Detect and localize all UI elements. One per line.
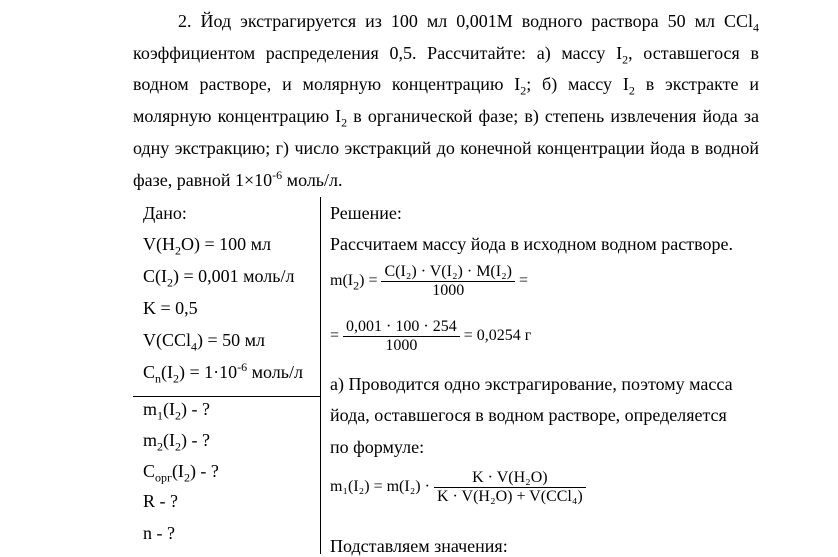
text: C(I	[143, 266, 167, 286]
subscript: 4	[753, 20, 759, 35]
given-title: Дано:	[143, 203, 187, 223]
subscript: 2	[628, 84, 635, 98]
text: (I	[163, 430, 176, 450]
find-m1	[143, 399, 210, 423]
solution-substitute: Подставляем значения:	[330, 536, 508, 556]
given-find-divider	[133, 396, 321, 397]
math-text: m(I	[330, 272, 354, 290]
equation-m1-formula	[330, 469, 586, 506]
numerator: C(I₂) · V(I₂) · M(I₂)	[381, 263, 515, 282]
text: ) = 0,001 моль/л	[173, 266, 295, 286]
subscript: 2	[175, 439, 182, 454]
fraction	[434, 469, 586, 506]
solution-title: Решение:	[330, 203, 402, 223]
subscript: 2	[167, 275, 173, 290]
subscript: орг	[155, 470, 172, 485]
math-text: = 0,0254 г	[463, 327, 532, 345]
subscript: 2	[520, 84, 527, 98]
given-volume-ccl4	[143, 330, 266, 354]
given-concentration	[143, 266, 295, 290]
text: (I	[171, 461, 184, 481]
problem-text-7: моль/л.	[282, 169, 343, 190]
text: ) - ?	[189, 461, 219, 481]
equation-mass-value	[330, 318, 531, 355]
subscript: 2	[157, 439, 164, 454]
find-r: R - ?	[143, 491, 178, 511]
problem-statement	[133, 6, 759, 196]
given-volume-water	[143, 234, 272, 258]
text: O) = 100 мл	[181, 234, 272, 254]
solution-intro: Рассчитаем массу йода в исходном водном растворе.	[330, 234, 733, 254]
math-text: m₁(I₂) = m(I₂) ·	[330, 478, 430, 496]
text: ) = 1·10	[179, 362, 238, 382]
text: V(H	[143, 234, 175, 254]
given-coefficient: K = 0,5	[143, 298, 198, 318]
solution-part-a-line2: йода, оставшегося в водном растворе, определяется	[330, 405, 727, 425]
text: (I	[161, 362, 174, 382]
subscript: 1	[157, 408, 164, 423]
find-n: n - ?	[143, 523, 175, 543]
find-m2	[143, 430, 210, 454]
given-final-concentration	[143, 360, 303, 386]
problem-text-6: в органической фазе; в) степень извлечения йода за одну экстракцию; г) число экстракций до конечной концентрации йода в водной фазе, равной 1×10	[133, 106, 759, 190]
problem-text-1: Йод экстрагируется из 100 мл 0,001М водного раствора 50 мл CCl	[200, 11, 753, 31]
text: ) - ?	[181, 399, 210, 419]
text: (I	[163, 399, 176, 419]
subscript: 2	[341, 115, 348, 130]
superscript: -6	[237, 360, 248, 374]
problem-text-4: ; б) массу I	[526, 74, 629, 95]
problem-text-2: коэффициентом распределения 0,5. Рассчитайте: а) массу I	[133, 42, 623, 63]
math-text: ) =	[359, 272, 378, 290]
problem-text	[133, 6, 759, 196]
subscript: 2	[173, 371, 180, 386]
problem-text-3: , оставшегося в водном растворе, и молярную концентрацию I	[133, 42, 759, 95]
equation-mass-initial	[330, 263, 528, 300]
text: m	[143, 399, 158, 419]
numerator: K · V(H₂O)	[434, 469, 586, 488]
subscript: 4	[191, 339, 198, 354]
text: ) - ?	[181, 430, 210, 450]
subscript: 2	[175, 243, 181, 258]
fraction	[381, 263, 515, 300]
fraction	[343, 318, 460, 355]
denominator: K · V(H₂O) + V(CCl₄)	[436, 488, 583, 505]
math-text: =	[330, 327, 340, 345]
solution-part-a-line3: по формуле:	[330, 437, 425, 457]
problem-number: 2.	[178, 11, 192, 31]
denominator: 1000	[432, 282, 465, 299]
math-text: =	[518, 272, 529, 290]
text: C	[143, 461, 156, 481]
numerator: 0,001 · 100 · 254	[343, 318, 460, 337]
subscript: 2	[175, 408, 182, 423]
text: V(CCl	[143, 330, 192, 350]
given-column	[133, 197, 321, 554]
text: моль/л	[247, 362, 303, 382]
text: C	[143, 362, 156, 382]
denominator: 1000	[385, 337, 418, 354]
solution-part-a-line1: а) Проводится одно экстрагирование, поэтому масса	[330, 374, 733, 394]
superscript: -6	[272, 167, 283, 182]
subscript: n	[155, 371, 162, 386]
subscript: 2	[183, 470, 190, 485]
problem-text-5: в экстракте и молярную концентрацию I	[133, 74, 759, 127]
text: m	[143, 430, 158, 450]
find-corg	[143, 461, 219, 485]
text: ) = 50 мл	[197, 330, 266, 350]
subscript: 2	[622, 52, 629, 67]
subscript: 2	[353, 278, 360, 293]
